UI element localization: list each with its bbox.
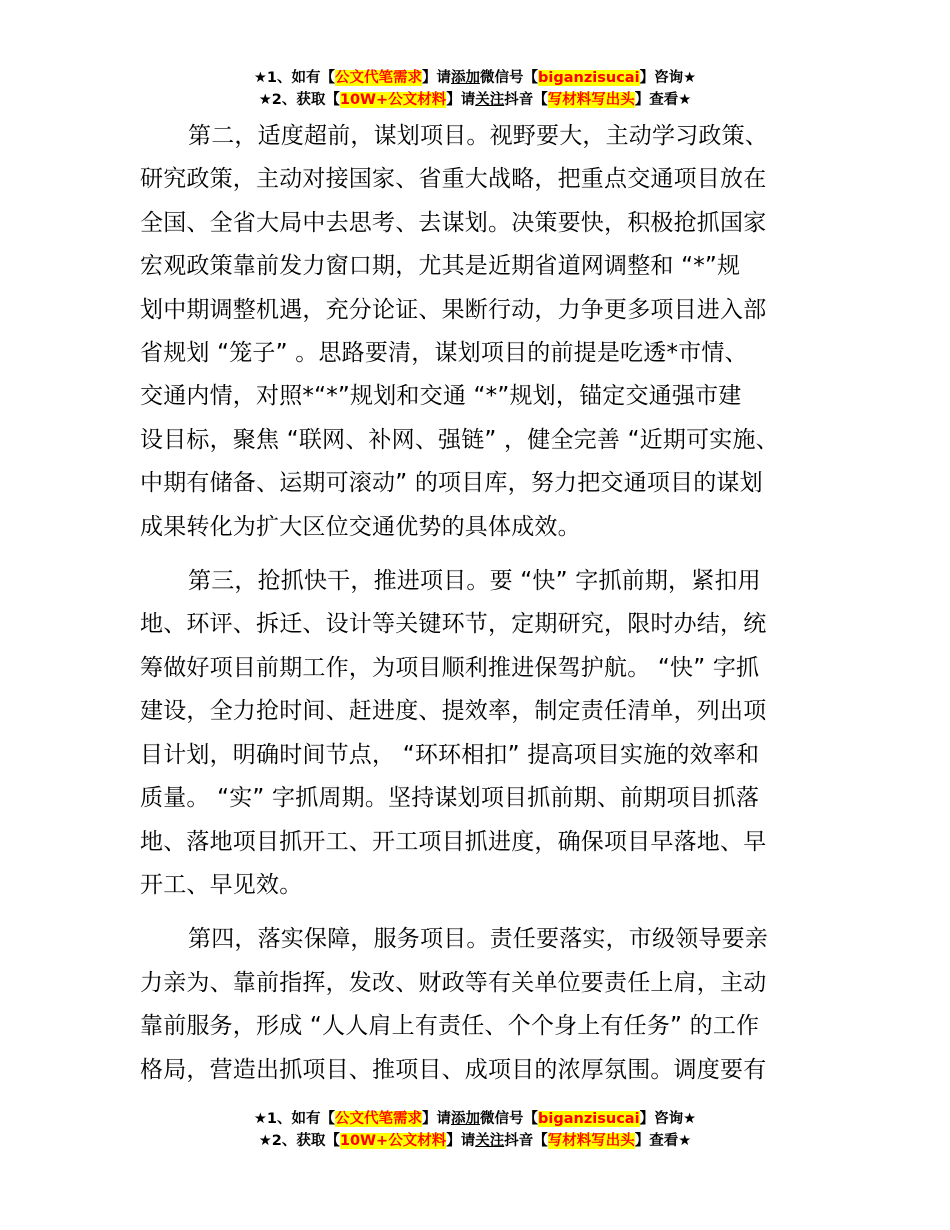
banner-text: 咨询★ xyxy=(654,1111,697,1127)
banner-text: 查看★ xyxy=(649,1133,692,1149)
banner-underlined-text: 添加 xyxy=(451,1111,481,1127)
highlight-douyin-account: 写材料写出头 xyxy=(547,1133,635,1149)
banner-text: ★2、获取 xyxy=(258,92,326,108)
text-line: 筹做好项目前期工作，为项目顺利推进保驾护航。 “快” 字抓 xyxy=(140,654,760,681)
bracket: 【 xyxy=(320,1111,336,1127)
highlight-service: 公文代笔需求 xyxy=(335,70,423,86)
banner-text: 抖音 xyxy=(504,1133,534,1149)
text-line: 第四，落实保障，服务项目。责任要落实，市级领导要亲 xyxy=(188,926,768,953)
bracket: 】 xyxy=(422,1111,437,1127)
banner-text: 请 xyxy=(460,1133,476,1149)
text-line: 目计划，明确时间节点， “环环相扣” 提高项目实施的效率和 xyxy=(140,741,760,768)
footer-banner xyxy=(0,1108,950,1152)
banner-text: ★2、获取 xyxy=(258,1133,326,1149)
bracket: 】 xyxy=(639,70,655,86)
banner-text: ★1、如有 xyxy=(253,1111,321,1127)
text-line: 力亲为、靠前指挥，发改、财政等有关单位要责任上肩，主动 xyxy=(140,969,767,996)
banner-text: 抖音 xyxy=(504,92,534,108)
highlight-materials: 10W+公文材料 xyxy=(339,1133,447,1149)
banner-line-1 xyxy=(0,1108,950,1130)
bracket: 】 xyxy=(634,92,650,108)
bracket: 】 xyxy=(634,1133,650,1149)
banner-text: ★1、如有 xyxy=(253,70,321,86)
text-line: 省规划 “笼子” 。思路要清，谋划项目的前提是吃透*市情、 xyxy=(140,340,748,367)
text-line: 设目标，聚焦 “联网、补网、强链” ，健全完善 “近期可实施、 xyxy=(140,426,779,453)
banner-line-2 xyxy=(0,1130,950,1152)
text-line: 开工、早见效。 xyxy=(140,871,303,898)
text-line: 格局，营造出抓项目、推项目、成项目的浓厚氛围。调度要有 xyxy=(140,1056,767,1083)
highlight-service: 公文代笔需求 xyxy=(335,1111,423,1127)
text-line: 宏观政策靠前发力窗口期，尤其是近期省道网调整和 “*”规 xyxy=(140,253,741,280)
text-line: 划中期调整机遇，充分论证、果断行动，力争更多项目进入部 xyxy=(140,296,767,323)
text-line: 靠前服务，形成 “人人肩上有责任、个个身上有任务” 的工作 xyxy=(140,1013,760,1040)
banner-text: 咨询★ xyxy=(654,70,697,86)
text-line: 成果转化为扩大区位交通优势的具体成效。 xyxy=(140,513,581,540)
bracket: 【 xyxy=(523,70,539,86)
bracket: 】 xyxy=(639,1111,655,1127)
bracket: 【 xyxy=(325,92,340,108)
bracket: 【 xyxy=(523,1111,539,1127)
banner-underlined-text: 添加 xyxy=(451,70,481,86)
document-body xyxy=(140,115,820,1103)
highlight-wechat-id: biganzisucai xyxy=(538,70,640,86)
text-line: 地、环评、拆迁、设计等关键环节，定期研究，限时办结，统 xyxy=(140,611,767,638)
text-line: 地、落地项目抓开工、开工项目抓进度，确保项目早落地、早 xyxy=(140,828,767,855)
banner-text: 请 xyxy=(460,92,476,108)
bracket: 【 xyxy=(325,1133,340,1149)
banner-underlined-text: 关注 xyxy=(475,92,505,108)
bracket: 】 xyxy=(446,1133,461,1149)
paragraph-third xyxy=(140,560,820,907)
banner-text: 查看★ xyxy=(649,92,692,108)
highlight-materials: 10W+公文材料 xyxy=(339,92,447,108)
banner-line-2 xyxy=(0,89,950,111)
paragraph-fourth xyxy=(140,918,820,1092)
banner-text: 请 xyxy=(436,70,452,86)
highlight-wechat-id: biganzisucai xyxy=(538,1111,640,1127)
banner-text: 微信号 xyxy=(480,70,524,86)
text-line: 第二，适度超前，谋划项目。视野要大，主动学习政策、 xyxy=(188,123,768,149)
paragraph-second xyxy=(140,115,820,549)
text-line: 第三，抢抓快干，推进项目。要 “快” 字抓前期，紧扣用 xyxy=(188,568,761,595)
text-line: 交通内情，对照*“*”规划和交通 “*”规划，锚定交通强市建 xyxy=(140,383,742,410)
bracket: 【 xyxy=(533,92,548,108)
bracket: 【 xyxy=(533,1133,548,1149)
text-line: 中期有储备、运期可滚动” 的项目库，努力把交通项目的谋划 xyxy=(140,470,763,497)
text-line: 全国、全省大局中去思考、去谋划。决策要快，积极抢抓国家 xyxy=(140,209,767,236)
bracket: 【 xyxy=(320,70,336,86)
banner-text: 请 xyxy=(436,1111,452,1127)
banner-line-1 xyxy=(0,67,950,89)
text-line: 研究政策，主动对接国家、省重大战略，把重点交通项目放在 xyxy=(140,166,767,193)
text-line: 质量。 “实” 字抓周期。坚持谋划项目抓前期、前期项目抓落 xyxy=(140,785,760,812)
text-line: 建设，全力抢时间、赶进度、提效率，制定责任清单，列出项 xyxy=(140,698,767,725)
highlight-douyin-account: 写材料写出头 xyxy=(547,92,635,108)
header-banner xyxy=(0,67,950,111)
bracket: 】 xyxy=(422,70,437,86)
banner-text: 微信号 xyxy=(480,1111,524,1127)
banner-underlined-text: 关注 xyxy=(475,1133,505,1149)
bracket: 】 xyxy=(446,92,461,108)
